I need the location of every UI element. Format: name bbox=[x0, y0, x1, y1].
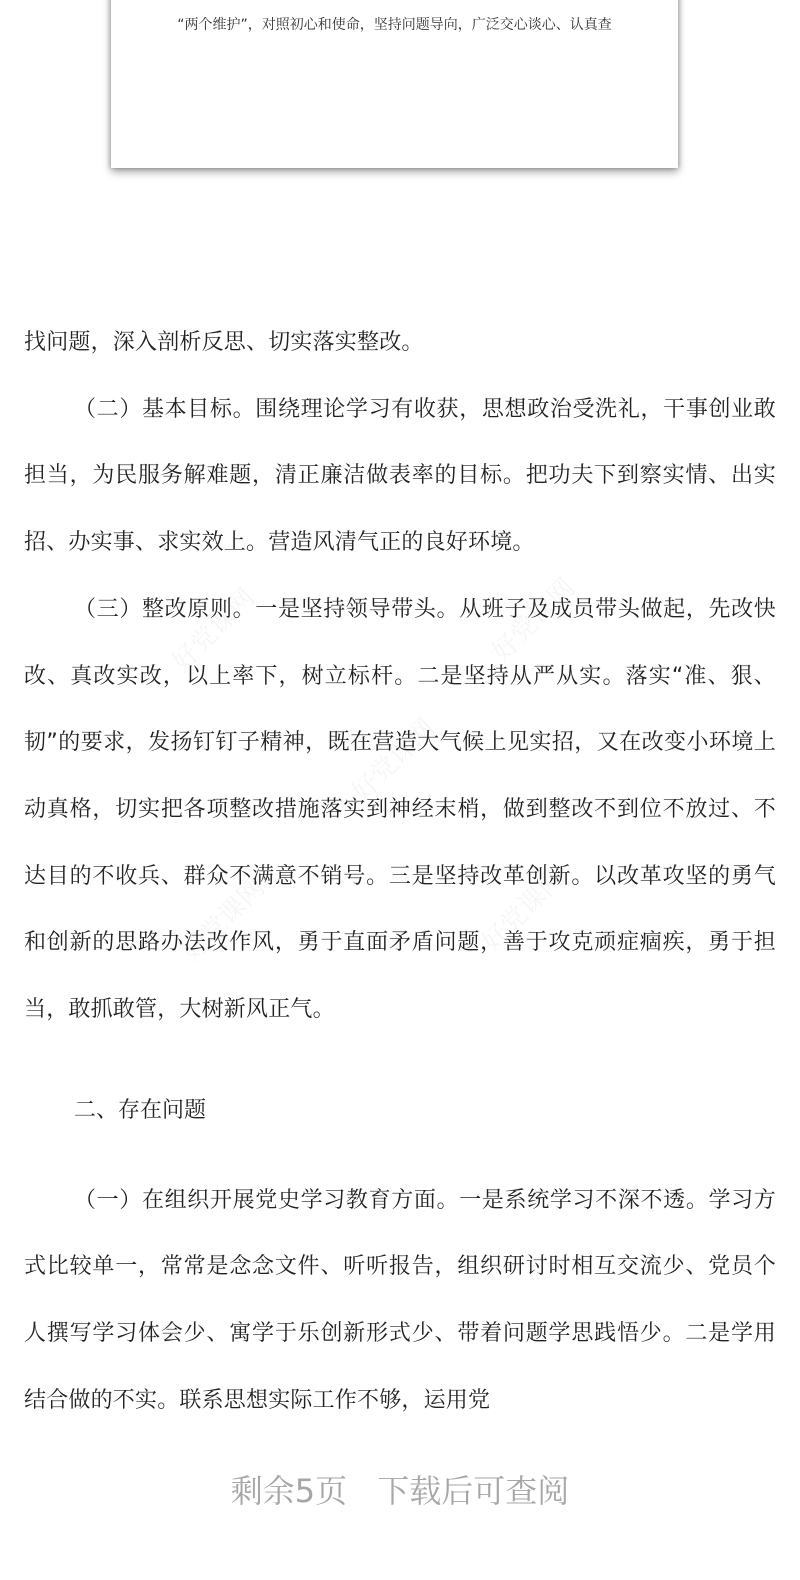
paragraph-party-history-study: （一）在组织开展党史学习教育方面。一是系统学习不深不透。学习方式比较单一，常常是念念文件、听听报告，组织研讨时相互交流少、党员个人撰写学习体会少、寓学于乐创新形式少、带着问题学思践悟少。二是学用结合做的不实。联系思想实际工作不够，运用党 bbox=[24, 1187, 776, 1413]
watermark: 好党课网 bbox=[176, 872, 272, 968]
preview-page-text: “两个维护”，对照初心和使命，坚持问题导向，广泛交心谈心、认真查 bbox=[177, 17, 612, 33]
paragraph-basic-goals: （二）基本目标。围绕理论学习有收获，思想政治受洗礼，干事创业敢担当，为民服务解难题，清正廉洁做表率的目标。把功夫下到察实情、出实招、办实事、求实效上。营造风清气正的良好环境。 bbox=[24, 396, 776, 556]
watermark: 好党课网 bbox=[346, 712, 442, 808]
paragraph-rectification-principles: （三）整改原则。一是坚持领导带头。从班子及成员带头做起，先改快改、真改实改，以上率下，树立标杆。二是坚持从严从实。落实“准、狠、韧”的要求，发扬钉钉子精神，既在营造大气候上见实招，又在改变小环境上动真格，切实把各项整改措施落实到神经末梢，做到整改不到位不放过、不达目的不收兵、群众不满意不销号。三是坚持改革创新。以改革攻坚的勇气和创新的思路办法改作风，勇于直面矛盾问题，善于攻克顽症痼疾，勇于担当，敢抓敢管，大树新风正气。 bbox=[24, 596, 776, 1023]
document-body bbox=[24, 310, 776, 1435]
preview-page-card bbox=[111, 0, 678, 168]
section-heading-problems: 二、存在问题 bbox=[74, 1097, 207, 1123]
remaining-pages-download-prompt[interactable]: 剩余5页 下载后可查阅 bbox=[230, 1472, 570, 1510]
watermark: 好党课网 bbox=[166, 582, 262, 678]
watermark: 好党课网 bbox=[476, 862, 572, 958]
watermark: 好党课网 bbox=[486, 572, 582, 668]
paragraph-continuation: 找问题，深入剖析反思、切实落实整改。 bbox=[24, 330, 424, 355]
